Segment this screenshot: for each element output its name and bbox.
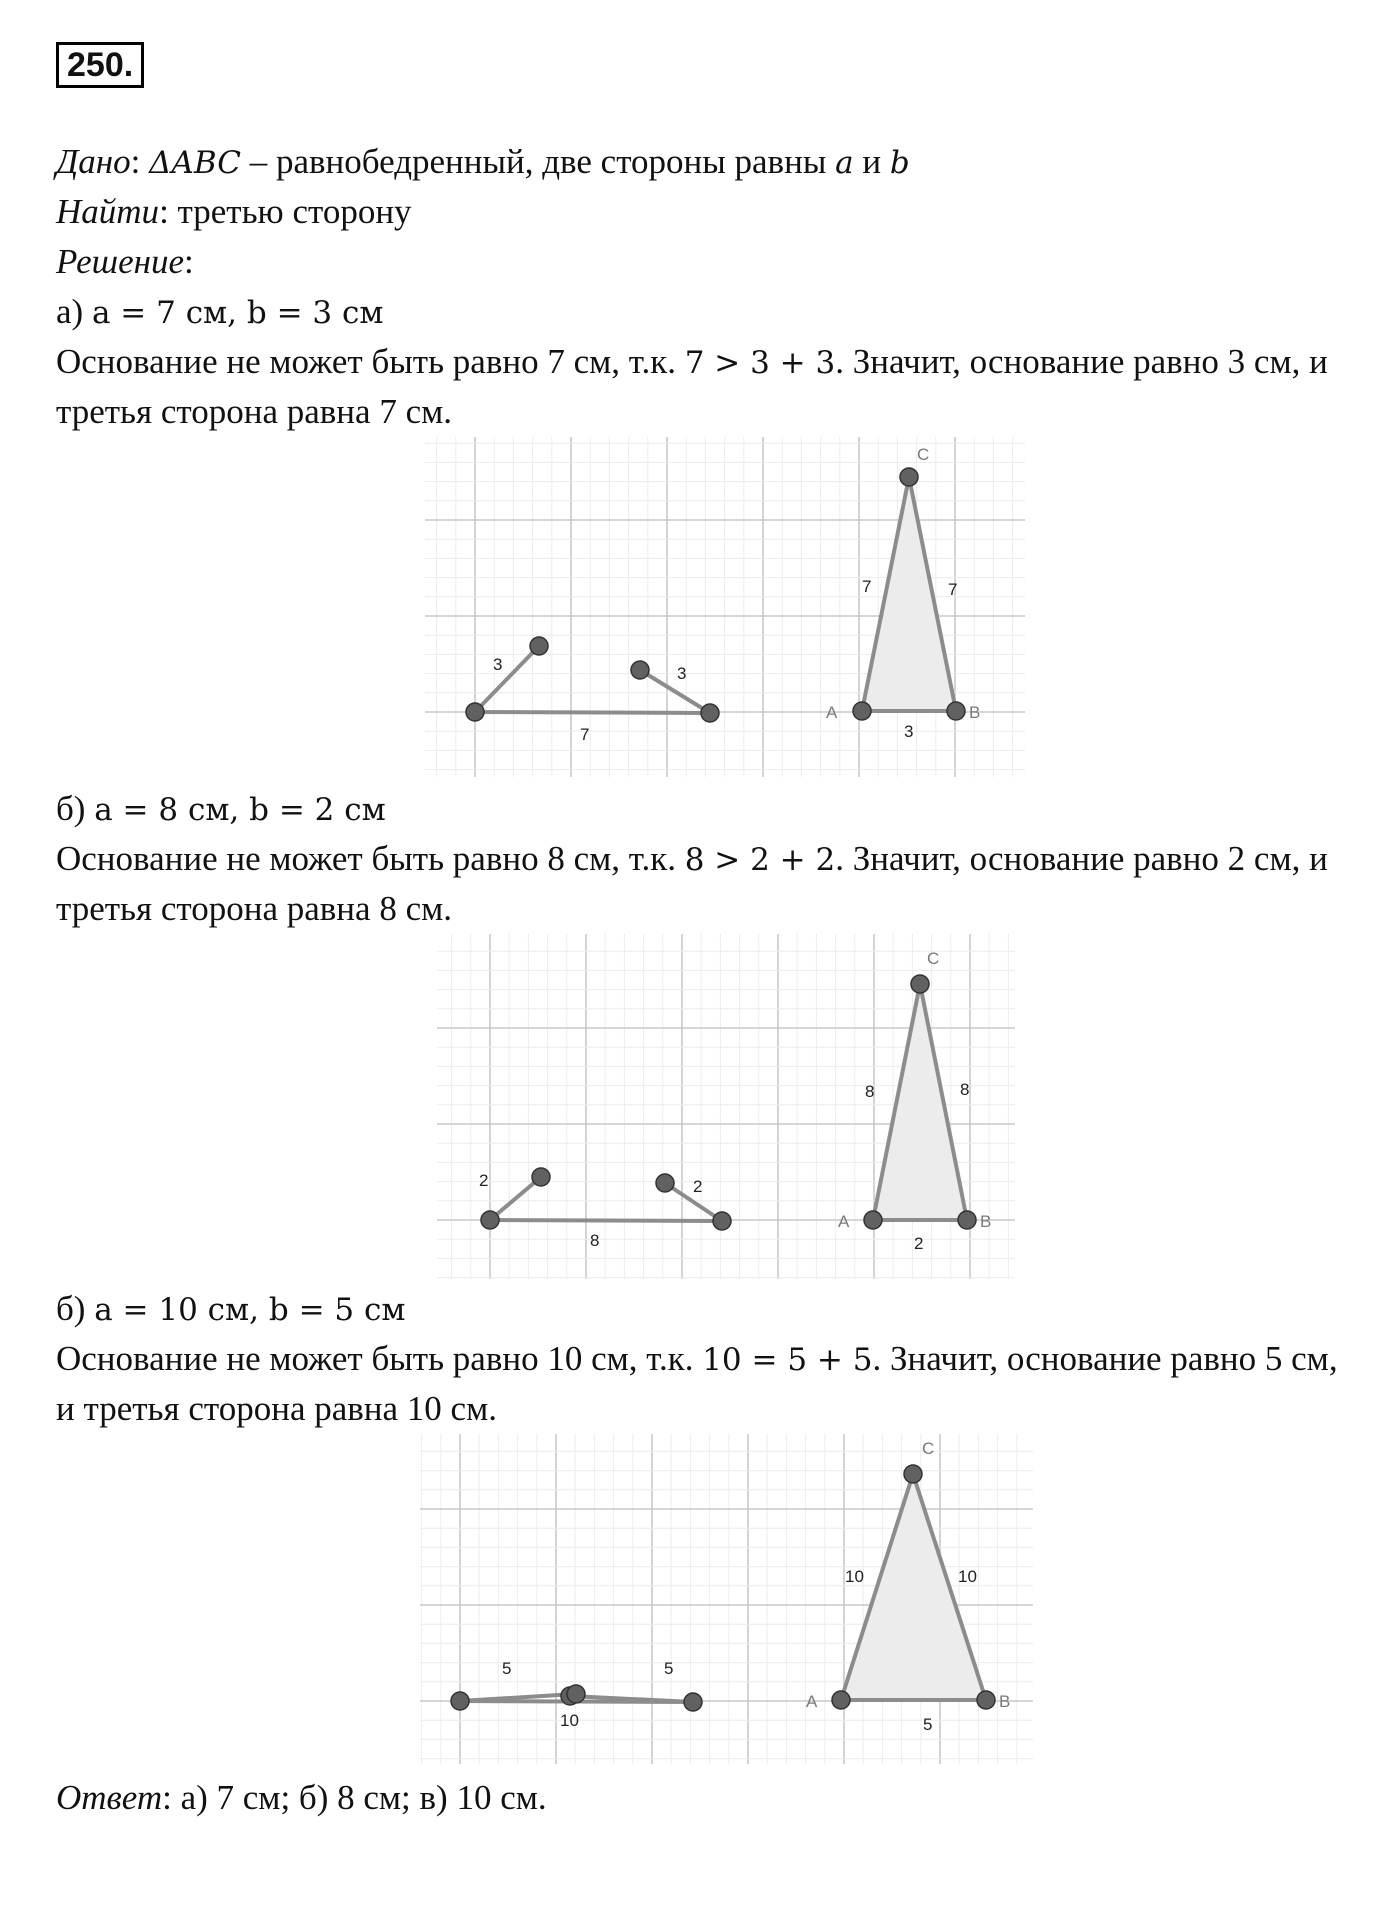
given-text: – равнобедренный, две стороны равны — [240, 142, 836, 181]
label-b-side-right: 8 — [960, 1080, 970, 1099]
label-c-long: 10 — [560, 1711, 579, 1730]
vertex-a-B — [947, 702, 965, 720]
label-a-short-2: 3 — [677, 664, 687, 683]
given-label: Дано — [56, 142, 131, 181]
label-a-base: 3 — [904, 722, 914, 741]
solution-line — [56, 240, 194, 284]
label-c-side-right: 10 — [958, 1567, 977, 1586]
label-a-side-right: 7 — [948, 580, 958, 599]
part-b-formula: a = 8 см, b = 2 см — [94, 792, 386, 828]
point-a-2 — [530, 637, 548, 655]
answer-text: : а) 7 см; б) 8 см; в) 10 см. — [162, 1778, 547, 1817]
vertex-b-B — [958, 1211, 976, 1229]
vertex-a-A — [853, 702, 871, 720]
segment-b-long — [490, 1220, 722, 1221]
label-c-short-2: 5 — [664, 1659, 674, 1678]
find-label: Найти — [56, 192, 160, 231]
point-b-2 — [532, 1168, 550, 1186]
vertex-c-B — [977, 1691, 995, 1709]
part-a-inequality: 7 > 3 + 3 — [684, 345, 836, 381]
part-c-explain-cont — [56, 1387, 497, 1431]
vertex-a-C — [900, 468, 918, 486]
given-var-a: a — [835, 145, 854, 181]
triangle-a — [862, 477, 956, 711]
label-b-long: 8 — [590, 1231, 600, 1250]
vertex-b-A — [864, 1211, 882, 1229]
answer-line — [56, 1776, 547, 1820]
solution-colon: : — [184, 242, 194, 281]
given-and: и — [853, 142, 890, 181]
label-c-B: B — [999, 1692, 1011, 1711]
part-a-explain-3: третья сторона равна 7 см. — [56, 392, 453, 431]
label-a-long: 7 — [580, 725, 590, 744]
part-a-heading — [56, 290, 383, 335]
part-b-explain-1: Основание не может быть равно 8 см, т.к. — [56, 839, 685, 878]
label-b-B: B — [980, 1212, 992, 1231]
find-text: : третью сторону — [159, 192, 412, 231]
part-c-explain-1: Основание не может быть равно 10 см, т.к. — [56, 1339, 703, 1378]
part-c-explain-3: и третья сторона равна 10 см. — [56, 1389, 497, 1428]
segment-b-short-1 — [490, 1177, 541, 1220]
part-c-explain — [56, 1337, 1338, 1382]
figure-a-svg — [425, 437, 1025, 777]
part-a-explain-1: Основание не может быть равно 7 см, т.к. — [56, 342, 685, 381]
figure-b-svg — [437, 934, 1015, 1279]
vertex-b-C — [911, 975, 929, 993]
point-b-1 — [481, 1211, 499, 1229]
label-b-base: 2 — [914, 1234, 924, 1253]
part-b-explain-cont — [56, 887, 452, 931]
part-b-explain-3: третья сторона равна 8 см. — [56, 889, 453, 928]
point-a-1 — [466, 703, 484, 721]
label-b-C: C — [927, 949, 940, 968]
label-c-short-1: 5 — [502, 1659, 512, 1678]
segment-a-short-2 — [640, 670, 710, 713]
part-b-explain — [56, 837, 1328, 882]
problem-number: 250. — [56, 42, 144, 88]
part-b-heading — [56, 787, 386, 832]
part-a-explain — [56, 340, 1328, 385]
part-a-explain-cont — [56, 390, 452, 434]
point-c-1 — [451, 1692, 469, 1710]
point-a-3 — [631, 661, 649, 679]
figure-a — [425, 437, 1025, 777]
part-a-formula: a = 7 см, b = 3 см — [91, 295, 384, 331]
label-a-side-left: 7 — [862, 577, 872, 596]
label-a-A: A — [826, 703, 838, 722]
label-b-short-2: 2 — [693, 1177, 703, 1196]
part-a-prefix: а) — [56, 292, 92, 331]
segment-a-long — [475, 712, 710, 713]
given-var-b: b — [889, 145, 910, 181]
label-c-C: C — [922, 1439, 935, 1458]
label-c-side-left: 10 — [845, 1567, 864, 1586]
point-b-3 — [656, 1174, 674, 1192]
label-a-B: B — [969, 703, 981, 722]
label-a-C: C — [917, 445, 930, 464]
solution-label: Решение — [56, 242, 185, 281]
find-line — [56, 190, 412, 234]
given-delta: ΔABC — [149, 145, 241, 181]
part-c-prefix: б) — [56, 1289, 95, 1328]
figure-b — [437, 934, 1015, 1279]
label-b-side-left: 8 — [865, 1082, 875, 1101]
part-a-explain-2: . Значит, основание равно 3 см, и — [835, 342, 1328, 381]
part-b-explain-2: . Значит, основание равно 2 см, и — [835, 839, 1328, 878]
label-b-A: A — [838, 1212, 850, 1231]
triangle-b — [873, 984, 970, 1220]
label-c-A: A — [806, 1692, 818, 1711]
label-a-short-1: 3 — [493, 655, 503, 674]
point-b-4 — [713, 1212, 731, 1230]
answer-label: Ответ — [56, 1778, 163, 1817]
point-c-2 — [567, 1685, 585, 1703]
figure-c — [420, 1434, 1033, 1764]
part-b-inequality: 8 > 2 + 2 — [684, 842, 836, 878]
part-c-heading — [56, 1287, 405, 1332]
part-c-explain-2: . Значит, основание равно 5 см, — [872, 1339, 1338, 1378]
label-b-short-1: 2 — [479, 1171, 489, 1190]
vertex-c-C — [904, 1465, 922, 1483]
label-c-base: 5 — [923, 1715, 933, 1734]
segment-a-short-1 — [475, 646, 539, 712]
figure-c-svg — [420, 1434, 1033, 1764]
vertex-c-A — [832, 1691, 850, 1709]
part-b-prefix: б) — [56, 789, 95, 828]
point-a-4 — [701, 704, 719, 722]
given-line: Дано: ΔABC – равнобедренный, две стороны равны a и b — [56, 142, 910, 181]
point-c-4 — [684, 1693, 702, 1711]
part-c-formula: a = 10 см, b = 5 см — [94, 1292, 406, 1328]
part-c-equation: 10 = 5 + 5 — [702, 1342, 873, 1378]
